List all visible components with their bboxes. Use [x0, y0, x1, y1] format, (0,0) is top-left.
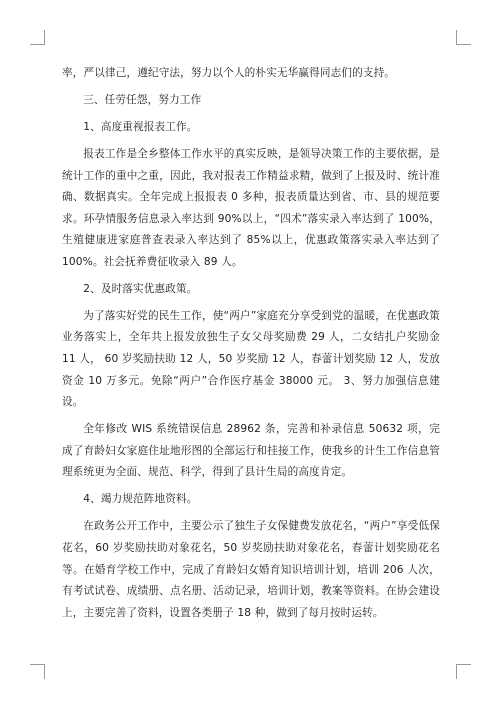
paragraph-policy: 为了落实好党的民生工作，使“两户”家庭充分享受到党的温暖，在优惠政策业务落实上，全年共上报发放独生子女父母奖励费 29 人，二女结扎户奖励金 11 人， 60 岁奖励扶助 12 人，50 岁奖励 12 人，春蕾计划奖励 12 人，发放资金 10 万多元。免除“两户”合作医疗基金 38000 元。 3、努力加强信息建设。: [62, 309, 440, 409]
subheading-reports: 1、高度重视报表工作。: [83, 120, 198, 133]
paragraph-reports: 报表工作是全乡整体工作水平的真实反映，是领导决策工作的主要依据，是统计工作的重中之重，因此，我对报表工作精益求精，做到了上报及时、统计准确、数据真实。全年完成上报报表 0 多种，报表质量达到省、市、县的规范要求。环孕情服务信息录入率达到 90%以上，“四术”落实录入率达到了 100%，生殖健康进家庭普查表录入率达到了 85%以上，优惠政策落实录入率达到了 100%。社会抚养费征收录入 89 人。: [62, 147, 440, 268]
subheading-materials: 4、竭力规范阵地资料。: [83, 493, 198, 506]
crop-mark-bottom-left: [30, 664, 45, 679]
document-body: [62, 63, 440, 630]
section-heading: 三、任劳任怨，努力工作: [83, 93, 202, 106]
crop-mark-top-right: [456, 30, 471, 45]
paragraph-information: 全年修改 WIS 系统错误信息 28962 条，完善和补录信息 50632 项，完成了育龄妇女家庭住址地形图的全部运行和挂接工作，使我乡的计生工作信息管理系统更为全面、规范、科学，得到了县计生局的高度肯定。: [62, 423, 440, 479]
subheading-policy: 2、及时落实优惠政策。: [83, 282, 198, 295]
paragraph-materials: 在政务公开工作中，主要公示了独生子女保健费发放花名，“两户”享受低保花名，60 岁奖励扶助对象花名，50 岁奖励扶助对象花名，春蕾计划奖励花名等。在婚育学校工作中，完成了育龄妇女婚育知识培训计划，培训 206 人次，有考试试卷、成绩册、点名册、活动记录，培训计划，教案等资料。在协会建设上，主要完善了资料，设置各类册子 18 种，做到了每月按时运转。: [62, 520, 440, 619]
paragraph-continuation: 率，严以律己，遵纪守法，努力以个人的朴实无华赢得同志们的支持。: [62, 67, 396, 79]
crop-mark-top-left: [30, 30, 45, 45]
crop-mark-bottom-right: [456, 664, 471, 679]
